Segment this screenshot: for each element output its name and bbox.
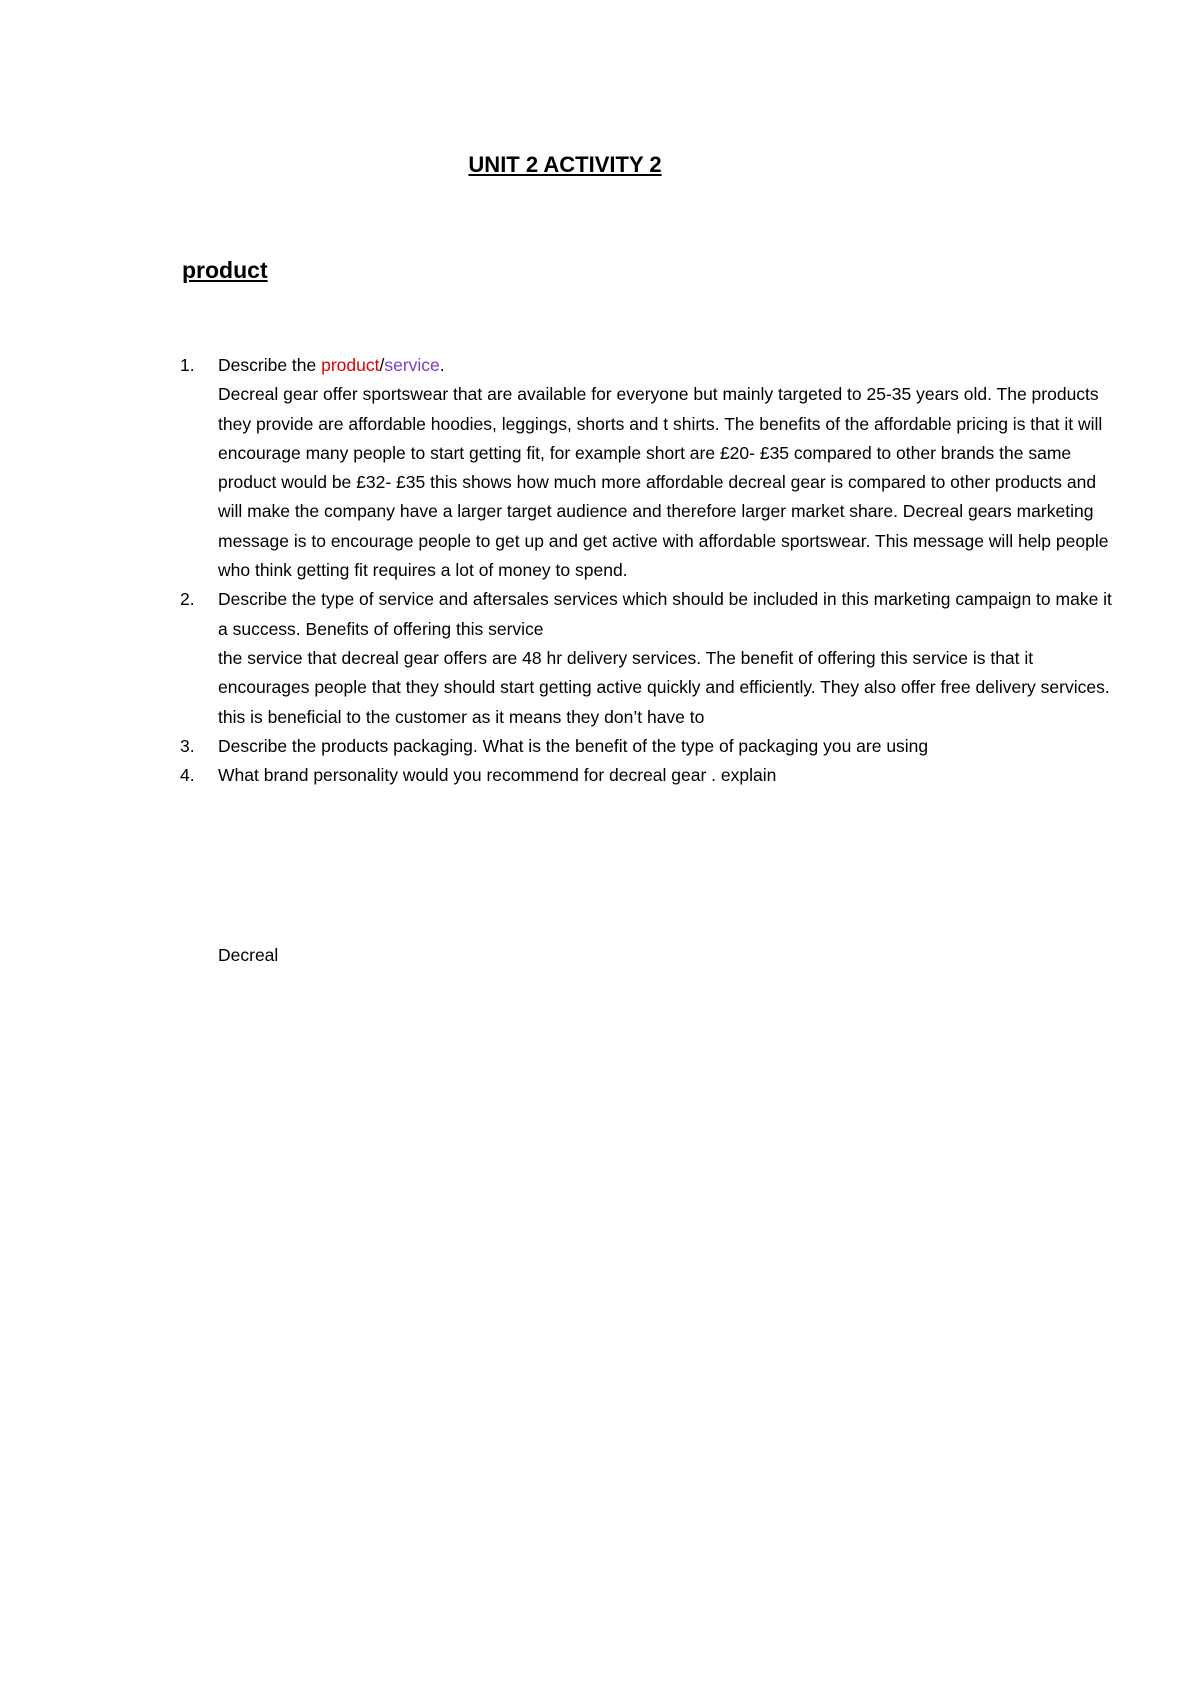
list-number: 2. xyxy=(180,589,195,610)
question-text: Describe the xyxy=(218,355,322,375)
service-highlight: service xyxy=(384,355,440,375)
list-item-2 xyxy=(180,585,1118,731)
question-1 xyxy=(218,351,1118,380)
answer-1: Decreal gear offer sportswear that are available for everyone but mainly targeted to 25-35 years old. The products they provide are affordable hoodies, leggings, shorts and t shirts. The benefits of the affordable pricing is that it will encourage many people to start getting fit, for example short are £20- £35 compared to other brands the same product would be £32- £35 this shows how much more affordable decreal gear is compared to other products and will make the company have a larger target audience and therefore larger market share. Decreal gears marketing message is to encourage people to get up and get active with affordable sportswear. This message will help people who think getting fit requires a lot of money to spend. xyxy=(218,384,1109,581)
list-item-1 xyxy=(180,351,1118,585)
product-highlight: product xyxy=(321,355,380,375)
list-number: 4. xyxy=(180,765,195,786)
list-item-3 xyxy=(180,732,1118,761)
page-title: UNIT 2 ACTIVITY 2 xyxy=(468,152,662,177)
question-3: Describe the products packaging. What is the benefit of the type of packaging you are using xyxy=(218,735,929,756)
answer-2: the service that decreal gear offers are 48 hr delivery services. The benefit of offering this service is that it encourages people that they should start getting active quickly and efficiently. They also offer free delivery services. this is beneficial to the customer as it means they don’t have to xyxy=(218,647,1110,727)
list-number: 3. xyxy=(180,735,195,756)
trailing-text: Decreal xyxy=(218,945,279,965)
list-item-4 xyxy=(180,761,1118,790)
question-slash: / xyxy=(379,355,385,375)
question-2: Describe the type of service and aftersales services which should be included in this marketing campaign to make it a success. Benefits of offering this service xyxy=(218,589,1112,639)
question-list xyxy=(180,351,1118,790)
question-suffix: . xyxy=(439,355,445,375)
question-4: What brand personality would you recommend for decreal gear . explain xyxy=(218,765,777,786)
list-number: 1. xyxy=(180,355,195,375)
section-heading: product xyxy=(182,257,268,283)
